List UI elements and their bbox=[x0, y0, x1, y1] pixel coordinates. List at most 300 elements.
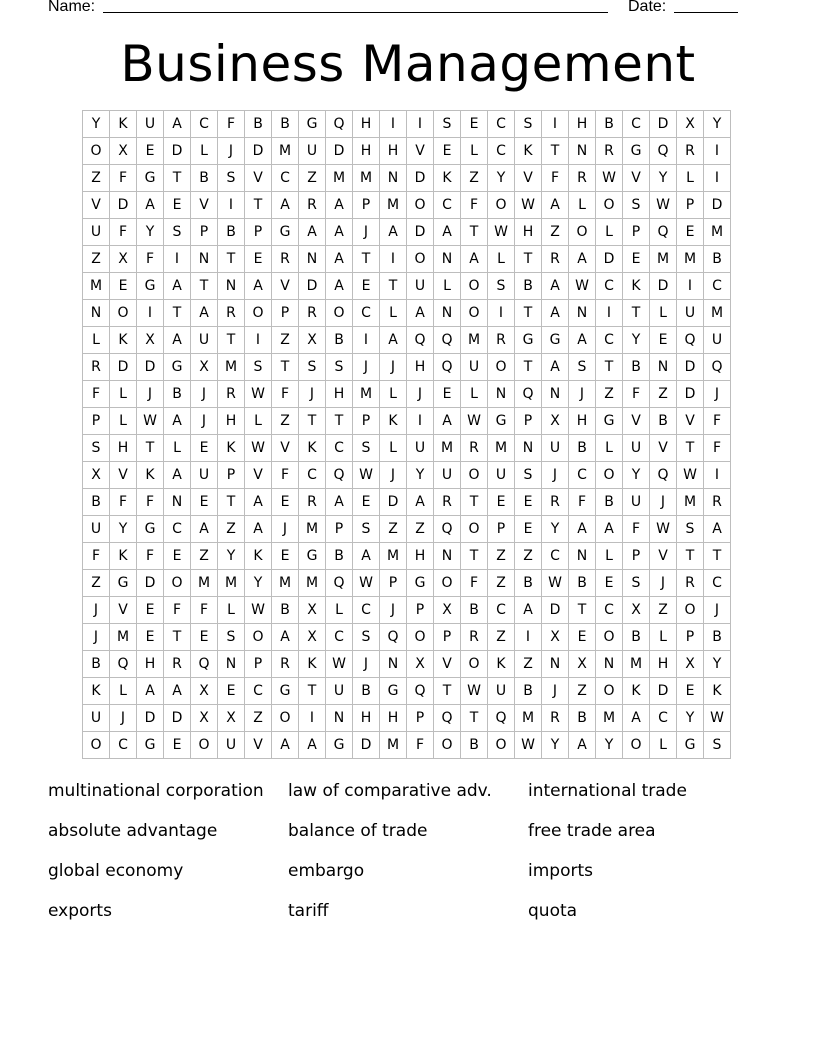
grid-cell[interactable]: F bbox=[461, 570, 488, 597]
grid-cell[interactable]: G bbox=[137, 165, 164, 192]
grid-cell[interactable]: B bbox=[245, 111, 272, 138]
grid-cell[interactable]: D bbox=[407, 219, 434, 246]
grid-cell[interactable]: M bbox=[110, 624, 137, 651]
grid-cell[interactable]: Z bbox=[245, 705, 272, 732]
grid-cell[interactable]: F bbox=[272, 462, 299, 489]
grid-cell[interactable]: Z bbox=[650, 597, 677, 624]
grid-cell[interactable]: B bbox=[272, 111, 299, 138]
grid-cell[interactable]: C bbox=[542, 543, 569, 570]
grid-cell[interactable]: O bbox=[569, 219, 596, 246]
grid-cell[interactable]: Y bbox=[596, 732, 623, 759]
grid-cell[interactable]: J bbox=[650, 489, 677, 516]
grid-cell[interactable]: W bbox=[704, 705, 731, 732]
grid-cell[interactable]: V bbox=[407, 138, 434, 165]
grid-cell[interactable]: J bbox=[137, 381, 164, 408]
grid-cell[interactable]: P bbox=[677, 624, 704, 651]
grid-cell[interactable]: E bbox=[137, 138, 164, 165]
grid-cell[interactable]: I bbox=[245, 327, 272, 354]
grid-cell[interactable]: L bbox=[461, 138, 488, 165]
grid-cell[interactable]: K bbox=[380, 408, 407, 435]
grid-cell[interactable]: A bbox=[326, 489, 353, 516]
grid-cell[interactable]: S bbox=[515, 111, 542, 138]
grid-cell[interactable]: I bbox=[407, 111, 434, 138]
grid-cell[interactable]: K bbox=[110, 111, 137, 138]
grid-cell[interactable]: E bbox=[569, 624, 596, 651]
grid-cell[interactable]: R bbox=[488, 327, 515, 354]
grid-cell[interactable]: L bbox=[488, 246, 515, 273]
grid-cell[interactable]: G bbox=[596, 408, 623, 435]
grid-cell[interactable]: L bbox=[380, 381, 407, 408]
grid-cell[interactable]: D bbox=[137, 570, 164, 597]
grid-cell[interactable]: J bbox=[542, 462, 569, 489]
grid-cell[interactable]: B bbox=[515, 570, 542, 597]
grid-cell[interactable]: U bbox=[407, 273, 434, 300]
grid-cell[interactable]: E bbox=[164, 543, 191, 570]
grid-cell[interactable]: J bbox=[299, 381, 326, 408]
grid-cell[interactable]: V bbox=[245, 732, 272, 759]
grid-cell[interactable]: A bbox=[164, 408, 191, 435]
grid-cell[interactable]: K bbox=[623, 273, 650, 300]
grid-cell[interactable]: E bbox=[218, 678, 245, 705]
grid-cell[interactable]: P bbox=[407, 597, 434, 624]
grid-cell[interactable]: B bbox=[650, 408, 677, 435]
grid-cell[interactable]: Y bbox=[245, 570, 272, 597]
grid-cell[interactable]: E bbox=[596, 570, 623, 597]
grid-cell[interactable]: N bbox=[569, 300, 596, 327]
grid-cell[interactable]: K bbox=[218, 435, 245, 462]
grid-cell[interactable]: X bbox=[83, 462, 110, 489]
grid-cell[interactable]: M bbox=[218, 354, 245, 381]
grid-cell[interactable]: Y bbox=[137, 219, 164, 246]
grid-cell[interactable]: G bbox=[137, 273, 164, 300]
grid-cell[interactable]: H bbox=[407, 354, 434, 381]
grid-cell[interactable]: L bbox=[596, 219, 623, 246]
grid-cell[interactable]: P bbox=[326, 516, 353, 543]
grid-cell[interactable]: F bbox=[272, 381, 299, 408]
grid-cell[interactable]: B bbox=[164, 381, 191, 408]
grid-cell[interactable]: G bbox=[542, 327, 569, 354]
grid-cell[interactable]: K bbox=[83, 678, 110, 705]
grid-cell[interactable]: J bbox=[353, 354, 380, 381]
grid-cell[interactable]: F bbox=[704, 408, 731, 435]
grid-cell[interactable]: H bbox=[650, 651, 677, 678]
grid-cell[interactable]: Z bbox=[218, 516, 245, 543]
grid-cell[interactable]: J bbox=[380, 597, 407, 624]
grid-cell[interactable]: T bbox=[245, 192, 272, 219]
grid-cell[interactable]: B bbox=[272, 597, 299, 624]
grid-cell[interactable]: M bbox=[704, 219, 731, 246]
grid-cell[interactable]: M bbox=[272, 138, 299, 165]
grid-cell[interactable]: W bbox=[596, 165, 623, 192]
grid-cell[interactable]: B bbox=[515, 273, 542, 300]
grid-cell[interactable]: D bbox=[137, 354, 164, 381]
grid-cell[interactable]: C bbox=[326, 435, 353, 462]
grid-cell[interactable]: I bbox=[218, 192, 245, 219]
grid-cell[interactable]: I bbox=[515, 624, 542, 651]
grid-cell[interactable]: G bbox=[326, 732, 353, 759]
grid-cell[interactable]: L bbox=[380, 300, 407, 327]
grid-cell[interactable]: A bbox=[353, 543, 380, 570]
grid-cell[interactable]: D bbox=[407, 165, 434, 192]
grid-cell[interactable]: L bbox=[110, 381, 137, 408]
grid-cell[interactable]: Q bbox=[434, 354, 461, 381]
grid-cell[interactable]: B bbox=[623, 354, 650, 381]
grid-cell[interactable]: P bbox=[83, 408, 110, 435]
grid-cell[interactable]: I bbox=[380, 246, 407, 273]
grid-cell[interactable]: M bbox=[380, 732, 407, 759]
grid-cell[interactable]: T bbox=[596, 354, 623, 381]
grid-cell[interactable]: U bbox=[434, 462, 461, 489]
grid-cell[interactable]: R bbox=[461, 624, 488, 651]
grid-cell[interactable]: V bbox=[515, 165, 542, 192]
grid-cell[interactable]: I bbox=[137, 300, 164, 327]
grid-cell[interactable]: Z bbox=[83, 246, 110, 273]
grid-cell[interactable]: V bbox=[650, 543, 677, 570]
grid-cell[interactable]: I bbox=[704, 138, 731, 165]
grid-cell[interactable]: M bbox=[677, 246, 704, 273]
grid-cell[interactable]: A bbox=[137, 678, 164, 705]
grid-cell[interactable]: M bbox=[191, 570, 218, 597]
grid-cell[interactable]: A bbox=[272, 732, 299, 759]
grid-cell[interactable]: E bbox=[272, 543, 299, 570]
grid-cell[interactable]: A bbox=[542, 192, 569, 219]
grid-cell[interactable]: R bbox=[299, 300, 326, 327]
grid-cell[interactable]: I bbox=[353, 327, 380, 354]
grid-cell[interactable]: Q bbox=[650, 138, 677, 165]
grid-cell[interactable]: W bbox=[650, 516, 677, 543]
grid-cell[interactable]: L bbox=[110, 408, 137, 435]
grid-cell[interactable]: R bbox=[272, 651, 299, 678]
grid-cell[interactable]: K bbox=[299, 651, 326, 678]
grid-cell[interactable]: S bbox=[299, 354, 326, 381]
grid-cell[interactable]: P bbox=[353, 408, 380, 435]
grid-cell[interactable]: M bbox=[677, 489, 704, 516]
grid-cell[interactable]: A bbox=[407, 300, 434, 327]
grid-cell[interactable]: T bbox=[461, 705, 488, 732]
grid-cell[interactable]: P bbox=[407, 705, 434, 732]
grid-cell[interactable]: T bbox=[569, 597, 596, 624]
grid-cell[interactable]: X bbox=[218, 705, 245, 732]
grid-cell[interactable]: W bbox=[461, 678, 488, 705]
grid-cell[interactable]: O bbox=[596, 624, 623, 651]
grid-cell[interactable]: D bbox=[299, 273, 326, 300]
grid-cell[interactable]: R bbox=[542, 489, 569, 516]
grid-cell[interactable]: F bbox=[110, 165, 137, 192]
grid-cell[interactable]: Z bbox=[596, 381, 623, 408]
grid-cell[interactable]: D bbox=[326, 138, 353, 165]
grid-cell[interactable]: R bbox=[434, 489, 461, 516]
grid-cell[interactable]: T bbox=[299, 678, 326, 705]
grid-cell[interactable]: Z bbox=[488, 570, 515, 597]
grid-cell[interactable]: S bbox=[569, 354, 596, 381]
grid-cell[interactable]: O bbox=[245, 300, 272, 327]
grid-cell[interactable]: A bbox=[515, 597, 542, 624]
grid-cell[interactable]: S bbox=[623, 570, 650, 597]
grid-cell[interactable]: N bbox=[542, 651, 569, 678]
grid-cell[interactable]: M bbox=[380, 192, 407, 219]
grid-cell[interactable]: A bbox=[164, 273, 191, 300]
grid-cell[interactable]: P bbox=[380, 570, 407, 597]
grid-cell[interactable]: H bbox=[326, 381, 353, 408]
grid-cell[interactable]: S bbox=[83, 435, 110, 462]
grid-cell[interactable]: L bbox=[596, 543, 623, 570]
grid-cell[interactable]: A bbox=[164, 327, 191, 354]
grid-cell[interactable]: M bbox=[326, 165, 353, 192]
grid-cell[interactable]: A bbox=[299, 219, 326, 246]
grid-cell[interactable]: L bbox=[434, 273, 461, 300]
grid-cell[interactable]: D bbox=[677, 354, 704, 381]
grid-cell[interactable]: W bbox=[461, 408, 488, 435]
grid-cell[interactable]: P bbox=[623, 219, 650, 246]
grid-cell[interactable]: G bbox=[137, 732, 164, 759]
grid-cell[interactable]: T bbox=[515, 300, 542, 327]
grid-cell[interactable]: J bbox=[353, 219, 380, 246]
grid-cell[interactable]: C bbox=[623, 111, 650, 138]
grid-cell[interactable]: F bbox=[110, 489, 137, 516]
grid-cell[interactable]: G bbox=[677, 732, 704, 759]
grid-cell[interactable]: E bbox=[191, 624, 218, 651]
grid-cell[interactable]: D bbox=[164, 138, 191, 165]
grid-cell[interactable]: V bbox=[191, 192, 218, 219]
grid-cell[interactable]: I bbox=[596, 300, 623, 327]
grid-cell[interactable]: C bbox=[191, 111, 218, 138]
grid-cell[interactable]: N bbox=[380, 165, 407, 192]
grid-cell[interactable]: I bbox=[704, 462, 731, 489]
grid-cell[interactable]: V bbox=[110, 597, 137, 624]
grid-cell[interactable]: O bbox=[461, 300, 488, 327]
grid-cell[interactable]: M bbox=[623, 651, 650, 678]
grid-cell[interactable]: T bbox=[164, 165, 191, 192]
grid-cell[interactable]: A bbox=[704, 516, 731, 543]
grid-cell[interactable]: X bbox=[677, 651, 704, 678]
grid-cell[interactable]: W bbox=[542, 570, 569, 597]
grid-cell[interactable]: Y bbox=[542, 516, 569, 543]
grid-cell[interactable]: A bbox=[326, 246, 353, 273]
grid-cell[interactable]: M bbox=[596, 705, 623, 732]
grid-cell[interactable]: X bbox=[110, 246, 137, 273]
grid-cell[interactable]: O bbox=[83, 138, 110, 165]
grid-cell[interactable]: S bbox=[623, 192, 650, 219]
grid-cell[interactable]: U bbox=[407, 435, 434, 462]
grid-cell[interactable]: P bbox=[515, 408, 542, 435]
grid-cell[interactable]: F bbox=[542, 165, 569, 192]
grid-cell[interactable]: W bbox=[488, 219, 515, 246]
grid-cell[interactable]: F bbox=[569, 489, 596, 516]
grid-cell[interactable]: G bbox=[488, 408, 515, 435]
grid-cell[interactable]: Z bbox=[542, 219, 569, 246]
grid-cell[interactable]: K bbox=[137, 462, 164, 489]
grid-cell[interactable]: D bbox=[677, 381, 704, 408]
grid-cell[interactable]: W bbox=[245, 597, 272, 624]
grid-cell[interactable]: X bbox=[299, 624, 326, 651]
grid-cell[interactable]: Q bbox=[110, 651, 137, 678]
grid-cell[interactable]: F bbox=[407, 732, 434, 759]
grid-cell[interactable]: O bbox=[677, 597, 704, 624]
grid-cell[interactable]: V bbox=[434, 651, 461, 678]
grid-cell[interactable]: Q bbox=[191, 651, 218, 678]
grid-cell[interactable]: H bbox=[353, 705, 380, 732]
grid-cell[interactable]: C bbox=[326, 624, 353, 651]
grid-cell[interactable]: J bbox=[272, 516, 299, 543]
grid-cell[interactable]: T bbox=[299, 408, 326, 435]
grid-cell[interactable]: H bbox=[380, 705, 407, 732]
grid-cell[interactable]: C bbox=[488, 597, 515, 624]
grid-cell[interactable]: U bbox=[623, 435, 650, 462]
grid-cell[interactable]: O bbox=[623, 732, 650, 759]
grid-cell[interactable]: E bbox=[434, 138, 461, 165]
grid-cell[interactable]: A bbox=[380, 219, 407, 246]
grid-cell[interactable]: D bbox=[596, 246, 623, 273]
grid-cell[interactable]: W bbox=[353, 570, 380, 597]
grid-cell[interactable]: A bbox=[326, 219, 353, 246]
grid-cell[interactable]: E bbox=[353, 273, 380, 300]
grid-cell[interactable]: A bbox=[542, 273, 569, 300]
grid-cell[interactable]: B bbox=[83, 651, 110, 678]
grid-cell[interactable]: E bbox=[515, 516, 542, 543]
grid-cell[interactable]: H bbox=[353, 138, 380, 165]
grid-cell[interactable]: H bbox=[569, 111, 596, 138]
grid-cell[interactable]: R bbox=[677, 138, 704, 165]
grid-cell[interactable]: N bbox=[596, 651, 623, 678]
grid-cell[interactable]: K bbox=[704, 678, 731, 705]
grid-cell[interactable]: R bbox=[677, 570, 704, 597]
grid-cell[interactable]: W bbox=[137, 408, 164, 435]
grid-cell[interactable]: B bbox=[461, 732, 488, 759]
grid-cell[interactable]: R bbox=[218, 381, 245, 408]
grid-cell[interactable]: B bbox=[596, 489, 623, 516]
grid-cell[interactable]: E bbox=[272, 489, 299, 516]
grid-cell[interactable]: C bbox=[353, 597, 380, 624]
grid-cell[interactable]: Q bbox=[407, 327, 434, 354]
grid-cell[interactable]: N bbox=[488, 381, 515, 408]
grid-cell[interactable]: D bbox=[650, 678, 677, 705]
grid-cell[interactable]: A bbox=[164, 111, 191, 138]
grid-cell[interactable]: M bbox=[353, 165, 380, 192]
grid-cell[interactable]: K bbox=[623, 678, 650, 705]
grid-cell[interactable]: H bbox=[380, 138, 407, 165]
grid-cell[interactable]: W bbox=[569, 273, 596, 300]
grid-cell[interactable]: K bbox=[110, 543, 137, 570]
grid-cell[interactable]: U bbox=[137, 111, 164, 138]
grid-cell[interactable]: A bbox=[326, 273, 353, 300]
grid-cell[interactable]: Y bbox=[704, 651, 731, 678]
grid-cell[interactable]: P bbox=[272, 300, 299, 327]
grid-cell[interactable]: L bbox=[569, 192, 596, 219]
grid-cell[interactable]: Y bbox=[110, 516, 137, 543]
grid-cell[interactable]: U bbox=[299, 138, 326, 165]
grid-cell[interactable]: T bbox=[542, 138, 569, 165]
grid-cell[interactable]: X bbox=[434, 597, 461, 624]
grid-cell[interactable]: Z bbox=[515, 651, 542, 678]
grid-cell[interactable]: L bbox=[650, 300, 677, 327]
grid-cell[interactable]: W bbox=[245, 435, 272, 462]
grid-cell[interactable]: A bbox=[137, 192, 164, 219]
grid-cell[interactable]: U bbox=[83, 516, 110, 543]
grid-cell[interactable]: D bbox=[704, 192, 731, 219]
grid-cell[interactable]: A bbox=[407, 489, 434, 516]
grid-cell[interactable]: O bbox=[596, 678, 623, 705]
grid-cell[interactable]: B bbox=[326, 327, 353, 354]
grid-cell[interactable]: Y bbox=[407, 462, 434, 489]
grid-cell[interactable]: F bbox=[623, 516, 650, 543]
grid-cell[interactable]: C bbox=[488, 111, 515, 138]
grid-cell[interactable]: Z bbox=[515, 543, 542, 570]
grid-cell[interactable]: Q bbox=[326, 570, 353, 597]
grid-cell[interactable]: N bbox=[434, 300, 461, 327]
grid-cell[interactable]: D bbox=[110, 192, 137, 219]
grid-cell[interactable]: E bbox=[677, 678, 704, 705]
grid-cell[interactable]: B bbox=[515, 678, 542, 705]
grid-cell[interactable]: K bbox=[299, 435, 326, 462]
grid-cell[interactable]: H bbox=[110, 435, 137, 462]
grid-cell[interactable]: J bbox=[650, 570, 677, 597]
grid-cell[interactable]: S bbox=[677, 516, 704, 543]
grid-cell[interactable]: U bbox=[218, 732, 245, 759]
grid-cell[interactable]: F bbox=[83, 381, 110, 408]
grid-cell[interactable]: F bbox=[137, 246, 164, 273]
grid-cell[interactable]: E bbox=[650, 327, 677, 354]
grid-cell[interactable]: S bbox=[434, 111, 461, 138]
grid-cell[interactable]: Y bbox=[677, 705, 704, 732]
grid-cell[interactable]: J bbox=[191, 381, 218, 408]
grid-cell[interactable]: P bbox=[245, 651, 272, 678]
grid-cell[interactable]: Q bbox=[677, 327, 704, 354]
grid-cell[interactable]: A bbox=[299, 732, 326, 759]
grid-cell[interactable]: C bbox=[353, 300, 380, 327]
grid-cell[interactable]: E bbox=[434, 381, 461, 408]
grid-cell[interactable]: R bbox=[569, 165, 596, 192]
grid-cell[interactable]: C bbox=[704, 570, 731, 597]
grid-cell[interactable]: U bbox=[677, 300, 704, 327]
grid-cell[interactable]: I bbox=[380, 111, 407, 138]
grid-cell[interactable]: T bbox=[461, 219, 488, 246]
grid-cell[interactable]: T bbox=[191, 273, 218, 300]
grid-cell[interactable]: E bbox=[677, 219, 704, 246]
grid-cell[interactable]: X bbox=[623, 597, 650, 624]
grid-cell[interactable]: F bbox=[137, 489, 164, 516]
grid-cell[interactable]: H bbox=[218, 408, 245, 435]
grid-cell[interactable]: G bbox=[164, 354, 191, 381]
grid-cell[interactable]: J bbox=[704, 597, 731, 624]
grid-cell[interactable]: A bbox=[569, 246, 596, 273]
grid-cell[interactable]: K bbox=[434, 165, 461, 192]
grid-cell[interactable]: Z bbox=[569, 678, 596, 705]
grid-cell[interactable]: X bbox=[677, 111, 704, 138]
grid-cell[interactable]: E bbox=[191, 489, 218, 516]
grid-cell[interactable]: V bbox=[650, 435, 677, 462]
grid-cell[interactable]: S bbox=[488, 273, 515, 300]
grid-cell[interactable]: O bbox=[407, 192, 434, 219]
grid-cell[interactable]: R bbox=[299, 489, 326, 516]
grid-cell[interactable]: R bbox=[596, 138, 623, 165]
grid-cell[interactable]: L bbox=[596, 435, 623, 462]
grid-cell[interactable]: B bbox=[623, 624, 650, 651]
grid-cell[interactable]: T bbox=[137, 435, 164, 462]
grid-cell[interactable]: T bbox=[380, 273, 407, 300]
grid-cell[interactable]: U bbox=[191, 462, 218, 489]
grid-cell[interactable]: Y bbox=[488, 165, 515, 192]
grid-cell[interactable]: T bbox=[515, 354, 542, 381]
grid-cell[interactable]: A bbox=[596, 516, 623, 543]
grid-cell[interactable]: G bbox=[272, 678, 299, 705]
grid-cell[interactable]: O bbox=[461, 273, 488, 300]
grid-cell[interactable]: L bbox=[110, 678, 137, 705]
grid-cell[interactable]: C bbox=[704, 273, 731, 300]
grid-cell[interactable]: E bbox=[353, 489, 380, 516]
grid-cell[interactable]: J bbox=[380, 354, 407, 381]
grid-cell[interactable]: M bbox=[299, 516, 326, 543]
grid-cell[interactable]: T bbox=[704, 543, 731, 570]
